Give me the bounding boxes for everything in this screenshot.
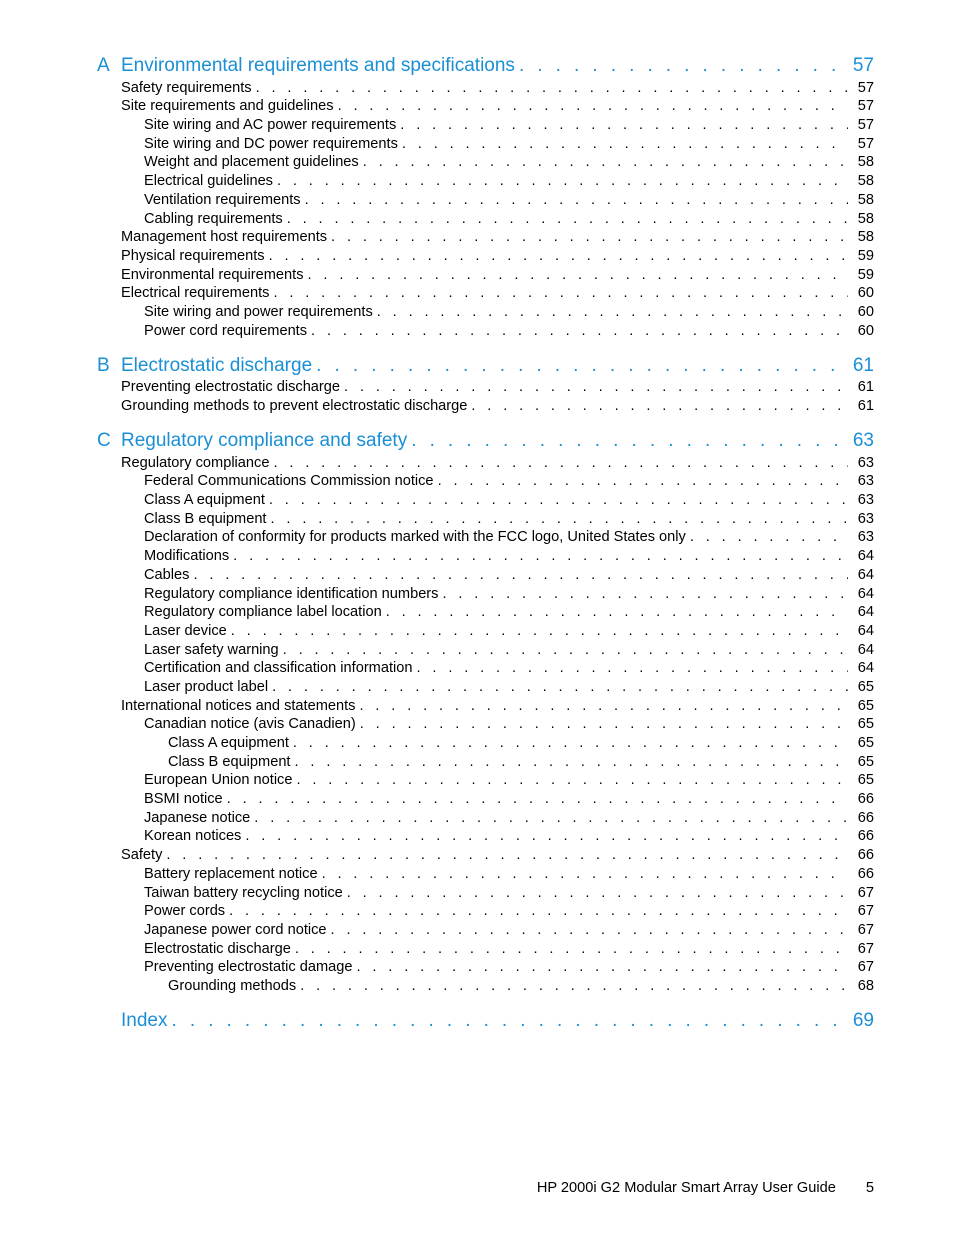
entry-title: Site requirements and guidelines (121, 98, 334, 115)
entry-title: Preventing electrostatic damage (144, 959, 353, 976)
toc-entry-link[interactable] (0, 509, 954, 528)
dot-leader (386, 603, 848, 621)
toc-entry-link[interactable] (0, 153, 954, 172)
toc-entry-link[interactable] (0, 827, 954, 846)
dot-leader (296, 771, 848, 789)
page-footer (0, 1180, 874, 1196)
dot-leader (363, 153, 848, 171)
entry-title: Site wiring and power requirements (144, 303, 373, 320)
toc-entry-link[interactable] (0, 883, 954, 902)
dot-leader (331, 921, 848, 939)
entry-title: Management host requirements (121, 229, 328, 246)
entry-title: Laser safety warning (144, 641, 279, 658)
entry-title: Federal Communications Commission notice (144, 473, 434, 490)
page-number: 58 (857, 210, 874, 227)
entry-title: Regulatory compliance label location (144, 604, 382, 621)
entry-title: Class B equipment (168, 753, 291, 770)
page-number: 67 (857, 959, 874, 976)
page-number: 67 (857, 903, 874, 920)
entry-title: Laser product label (144, 678, 269, 695)
page-number: 58 (857, 173, 874, 190)
entry-title: Power cords (144, 903, 226, 920)
toc-entry-link[interactable] (0, 546, 954, 565)
toc-entry-link[interactable] (0, 190, 954, 209)
entry-title: Site wiring and AC power requirements (144, 117, 397, 134)
entry-title: Class B equipment (144, 510, 267, 527)
dot-leader (400, 116, 848, 134)
dot-leader (245, 827, 848, 845)
dot-leader (273, 454, 848, 472)
dot-leader (231, 622, 848, 640)
page-number: 64 (857, 548, 874, 565)
dot-leader (233, 547, 848, 565)
toc-entry-link[interactable] (0, 808, 954, 827)
toc-entry-link[interactable] (0, 284, 954, 303)
page-number: 58 (857, 229, 874, 246)
toc-entry-link[interactable] (0, 752, 954, 771)
page-number: 67 (857, 884, 874, 901)
dot-leader (471, 397, 848, 415)
table-of-contents (0, 48, 954, 1033)
toc-entry-link[interactable] (0, 715, 954, 734)
toc-entry-link[interactable] (0, 621, 954, 640)
toc-chapter-link[interactable] (0, 1003, 954, 1033)
entry-title: International notices and statements (121, 697, 356, 714)
entry-title: Class A equipment (168, 735, 289, 751)
entry-title: Electrical requirements (121, 285, 270, 302)
dot-leader (690, 528, 848, 546)
page-number: 64 (857, 622, 874, 639)
footer-page-number: 5 (865, 1180, 874, 1196)
toc-entry-link[interactable] (0, 378, 954, 397)
dot-leader (269, 491, 848, 509)
entry-title: Regulatory compliance identification numbers (144, 585, 439, 602)
page-number: 61 (857, 398, 874, 414)
chapter-title: Environmental requirements and specifications (121, 55, 515, 76)
toc-entry-link[interactable] (0, 789, 954, 808)
entry-title: Battery replacement notice (144, 865, 318, 882)
dot-leader (254, 809, 848, 827)
toc-entry-link[interactable] (0, 584, 954, 603)
page-number: 60 (857, 303, 874, 320)
dot-leader (377, 303, 848, 321)
toc-entry-link[interactable] (0, 659, 954, 678)
page-number: 63 (857, 510, 874, 527)
toc-entry-link[interactable] (0, 771, 954, 790)
footer-document-title: HP 2000i G2 Modular Smart Array User Guide (536, 1180, 836, 1196)
toc-entry-link[interactable] (0, 845, 954, 864)
toc-chapter-link[interactable] (0, 423, 954, 453)
entry-title: Physical requirements (121, 247, 265, 264)
page-number: 60 (857, 285, 874, 302)
chapter-title: Index (121, 1009, 168, 1031)
toc-chapter-link[interactable] (0, 348, 954, 378)
page-number: 59 (857, 266, 874, 283)
entry-title: Grounding methods (168, 977, 297, 994)
page-number: 67 (857, 940, 874, 957)
toc-entry-link[interactable] (0, 97, 954, 116)
dot-leader (171, 1009, 846, 1033)
toc-entry-link[interactable] (0, 472, 954, 491)
dot-leader (311, 322, 848, 340)
page-number: 65 (857, 735, 874, 751)
toc-entry-link[interactable] (0, 920, 954, 939)
chapter-letter: C (97, 430, 111, 451)
dot-leader (227, 790, 848, 808)
dot-leader (322, 865, 848, 883)
toc-entry-link[interactable] (0, 171, 954, 190)
dot-leader (273, 284, 848, 302)
toc-entry-link[interactable] (0, 565, 954, 584)
dot-leader (308, 266, 848, 284)
page-number: 66 (857, 865, 874, 882)
page-number: 57 (857, 117, 874, 134)
dot-leader (305, 191, 848, 209)
entry-title: Site wiring and DC power requirements (144, 135, 398, 152)
entry-title: Ventilation requirements (144, 191, 301, 208)
dot-leader (331, 228, 848, 246)
dot-leader (359, 697, 848, 715)
toc-entry-link[interactable] (0, 976, 954, 995)
page-number: 66 (857, 828, 874, 845)
dot-leader (287, 210, 848, 228)
page-number: 57 (852, 55, 874, 76)
dot-leader (360, 715, 848, 733)
page-number: 64 (857, 660, 874, 677)
page-number: 57 (857, 135, 874, 152)
page-number: 64 (857, 566, 874, 583)
dot-leader (271, 510, 849, 528)
page-number: 68 (857, 977, 874, 994)
toc-entry-link[interactable] (0, 490, 954, 509)
toc-entry-link[interactable] (0, 78, 954, 97)
entry-title: Weight and placement guidelines (144, 154, 359, 171)
page-number: 65 (857, 697, 874, 714)
dot-leader (166, 846, 848, 864)
page-number: 58 (857, 191, 874, 208)
entry-title: Regulatory compliance (121, 454, 270, 471)
entry-title: Safety (121, 847, 163, 864)
dot-leader (344, 378, 848, 396)
entry-title: Korean notices (144, 828, 242, 845)
entry-title: Cabling requirements (144, 210, 283, 227)
entry-title: Grounding methods to prevent electrostatic discharge (121, 398, 468, 414)
dot-leader (295, 940, 848, 958)
page-number: 65 (857, 753, 874, 770)
toc-entry-link[interactable] (0, 939, 954, 958)
dot-leader (356, 958, 848, 976)
toc-entry-link[interactable] (0, 528, 954, 547)
dot-leader (272, 678, 848, 696)
entry-title: Electrical guidelines (144, 173, 273, 190)
entry-title: Laser device (144, 622, 227, 639)
page-number: 65 (857, 772, 874, 789)
toc-entry-link[interactable] (0, 134, 954, 153)
toc-entry-link[interactable] (0, 115, 954, 134)
toc-entry-link[interactable] (0, 228, 954, 247)
entry-title: Japanese power cord notice (144, 921, 327, 938)
page-number: 66 (857, 809, 874, 826)
page-number: 63 (857, 473, 874, 490)
toc-entry-link[interactable] (0, 246, 954, 265)
page-number: 57 (857, 79, 874, 96)
toc-entry-link[interactable] (0, 603, 954, 622)
dot-leader (316, 354, 846, 378)
dot-leader (411, 429, 846, 453)
dot-leader (442, 585, 848, 603)
page-number: 66 (857, 791, 874, 808)
dot-leader (277, 172, 848, 190)
dot-leader (347, 884, 848, 902)
page-number: 65 (857, 678, 874, 695)
toc-entry-link[interactable] (0, 958, 954, 977)
entry-title: Environmental requirements (121, 266, 304, 283)
page-number: 57 (857, 98, 874, 115)
chapter-title: Electrostatic discharge (121, 354, 313, 376)
entry-title: Preventing electrostatic discharge (121, 379, 341, 396)
toc-entry-link[interactable] (0, 696, 954, 715)
entry-title: Modifications (144, 548, 230, 565)
entry-title: European Union notice (144, 772, 293, 789)
entry-title: BSMI notice (144, 791, 223, 808)
page-number: 58 (857, 154, 874, 171)
page-number: 65 (857, 716, 874, 733)
toc-chapter-link[interactable] (0, 48, 954, 78)
entry-title: Safety requirements (121, 79, 252, 96)
toc-entry-link[interactable] (0, 733, 954, 752)
entry-title: Cables (144, 566, 190, 583)
page-number: 64 (857, 585, 874, 602)
page-number: 61 (852, 354, 874, 376)
chapter-title: Regulatory compliance and safety (121, 430, 408, 451)
entry-title: Certification and classification information (144, 660, 413, 677)
page-number: 63 (857, 529, 874, 546)
toc-entry-link[interactable] (0, 209, 954, 228)
page-number: 66 (857, 847, 874, 864)
entry-title: Canadian notice (avis Canadien) (144, 716, 356, 733)
entry-title: Taiwan battery recycling notice (144, 884, 343, 901)
dot-leader (229, 902, 848, 920)
dot-leader (438, 472, 848, 490)
dot-leader (193, 566, 848, 584)
dot-leader (338, 97, 848, 115)
page-number: 64 (857, 604, 874, 621)
entry-title: Class A equipment (144, 492, 265, 509)
page-number: 63 (857, 492, 874, 509)
page-number: 63 (857, 454, 874, 471)
entry-title: Japanese notice (144, 809, 251, 826)
chapter-letter: A (97, 55, 110, 76)
toc-entry-link[interactable] (0, 453, 954, 472)
dot-leader (283, 641, 848, 659)
toc-entry-link[interactable] (0, 902, 954, 921)
toc-entry-link[interactable] (0, 864, 954, 883)
entry-title: Power cord requirements (144, 322, 308, 339)
toc-entry-link[interactable] (0, 396, 954, 415)
chapter-letter: B (97, 354, 110, 376)
page-number: 61 (857, 379, 874, 396)
page-number: 69 (852, 1009, 874, 1031)
dot-leader (295, 753, 849, 771)
dot-leader (293, 734, 848, 752)
page-number: 59 (857, 247, 874, 264)
dot-leader (402, 135, 848, 153)
toc-entry-link[interactable] (0, 321, 954, 340)
toc-entry-link[interactable] (0, 302, 954, 321)
entry-title: Declaration of conformity for products marked with the FCC logo, United States only (144, 529, 686, 546)
dot-leader (417, 659, 849, 677)
dot-leader (519, 54, 846, 78)
toc-entry-link[interactable] (0, 640, 954, 659)
page-number: 64 (857, 641, 874, 658)
toc-entry-link[interactable] (0, 265, 954, 284)
page-number: 67 (857, 921, 874, 938)
entry-title: Electrostatic discharge (144, 940, 291, 957)
page-number: 60 (857, 322, 874, 339)
dot-leader (300, 977, 848, 995)
toc-entry-link[interactable] (0, 677, 954, 696)
page-number: 63 (852, 430, 874, 451)
dot-leader (269, 247, 848, 265)
dot-leader (256, 79, 848, 97)
